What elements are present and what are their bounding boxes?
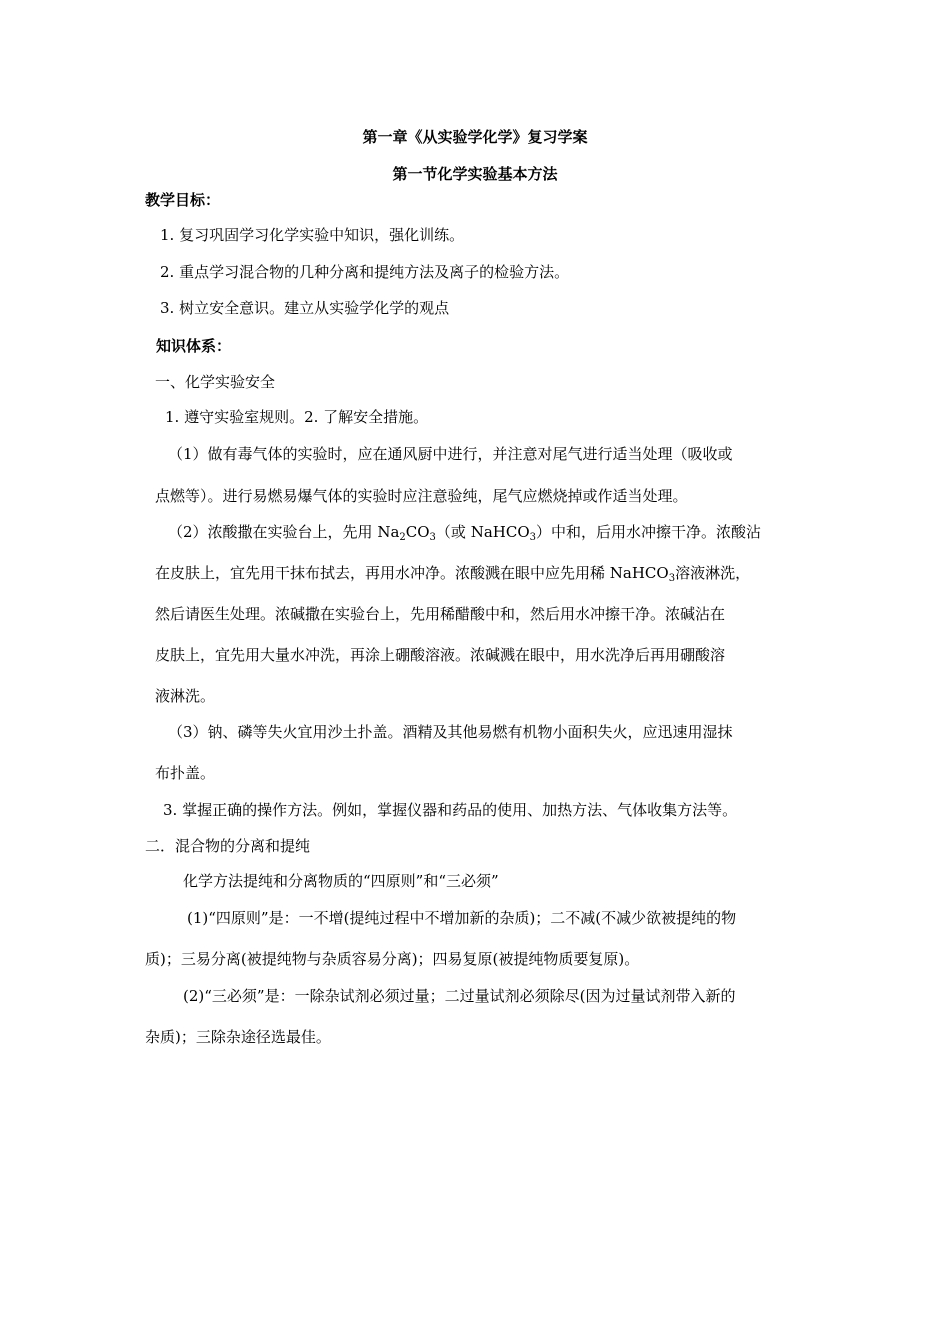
paragraph-line: （3）钠、磷等失火宜用沙土扑盖。酒精及其他易燃有机物小面积失火，应迅速用湿抹 [168,723,733,741]
subscript: 2 [399,532,406,543]
text-span: 溶液淋洗， [675,564,751,582]
paragraph-line [155,563,750,583]
document-title: 第一章《从实验学化学》复习学案 [362,128,588,146]
subscript: 3 [668,573,676,584]
paragraph-line: 皮肤上，宜先用大量水冲洗，再涂上硼酸溶液。浓碱溅在眼中，用水洗净后再用硼酸溶 [155,646,726,664]
text-span: ）中和，后用水冲擦干净。浓酸沾 [536,523,762,541]
paragraph-line: 布扑盖。 [155,764,216,782]
paragraph-line [168,522,761,542]
section2-intro: 化学方法提纯和分离物质的“四原则”和“三必须” [183,872,499,890]
subscript: 3 [529,532,536,543]
paragraph-line: （1）做有毒气体的实验时，应在通风厨中进行，并注意对尾气进行适当处理（吸收或 [168,445,733,463]
text-span: （2）浓酸撒在实验台上，先用 Na [168,523,400,541]
text-span: CO [405,523,430,541]
text-span: （或 NaHCO [435,523,530,541]
knowledge-heading: 知识体系： [156,337,232,355]
objectives-heading: 教学目标： [145,191,221,209]
section1-item3: 3. 掌握正确的操作方法。例如，掌握仪器和药品的使用、加热方法、气体收集方法等。 [163,801,738,819]
objective-item: 3. 树立安全意识。建立从实验学化学的观点 [160,299,450,317]
paragraph-line: 杂质)；三除杂途径选最佳。 [145,1028,331,1046]
section2-heading: 二．混合物的分离和提纯 [145,837,311,855]
paragraph-line: 液淋洗。 [155,687,216,705]
paragraph-line: 然后请医生处理。浓碱撒在实验台上，先用稀醋酸中和，然后用水冲擦干净。浓碱沾在 [155,605,726,623]
document-subtitle: 第一节化学实验基本方法 [392,165,558,183]
objective-item: 1. 复习巩固学习化学实验中知识，强化训练。 [160,226,465,244]
paragraph-line: 点燃等）。进行易燃易爆气体的实验时应注意验纯，尾气应燃烧掉或作适当处理。 [155,487,688,505]
subscript: 3 [429,532,436,543]
paragraph-line: 质)；三易分离(被提纯物与杂质容易分离)；四易复原(被提纯物质要复原)。 [145,950,640,968]
text-span: 在皮肤上，宜先用干抹布拭去，再用水冲净。浓酸溅在眼中应先用稀 NaHCO [155,564,669,582]
section1-heading: 一、化学实验安全 [155,373,276,391]
objective-item: 2. 重点学习混合物的几种分离和提纯方法及离子的检验方法。 [160,263,570,281]
section1-rules: 1. 遵守实验室规则。2. 了解安全措施。 [165,408,429,426]
paragraph-line: (2)“三必须”是：一除杂试剂必须过量；二过量试剂必须除尽(因为过量试剂带入新的 [183,987,736,1005]
paragraph-line: (1)“四原则”是：一不增(提纯过程中不增加新的杂质)；二不减(不减少欲被提纯的物 [187,909,737,927]
